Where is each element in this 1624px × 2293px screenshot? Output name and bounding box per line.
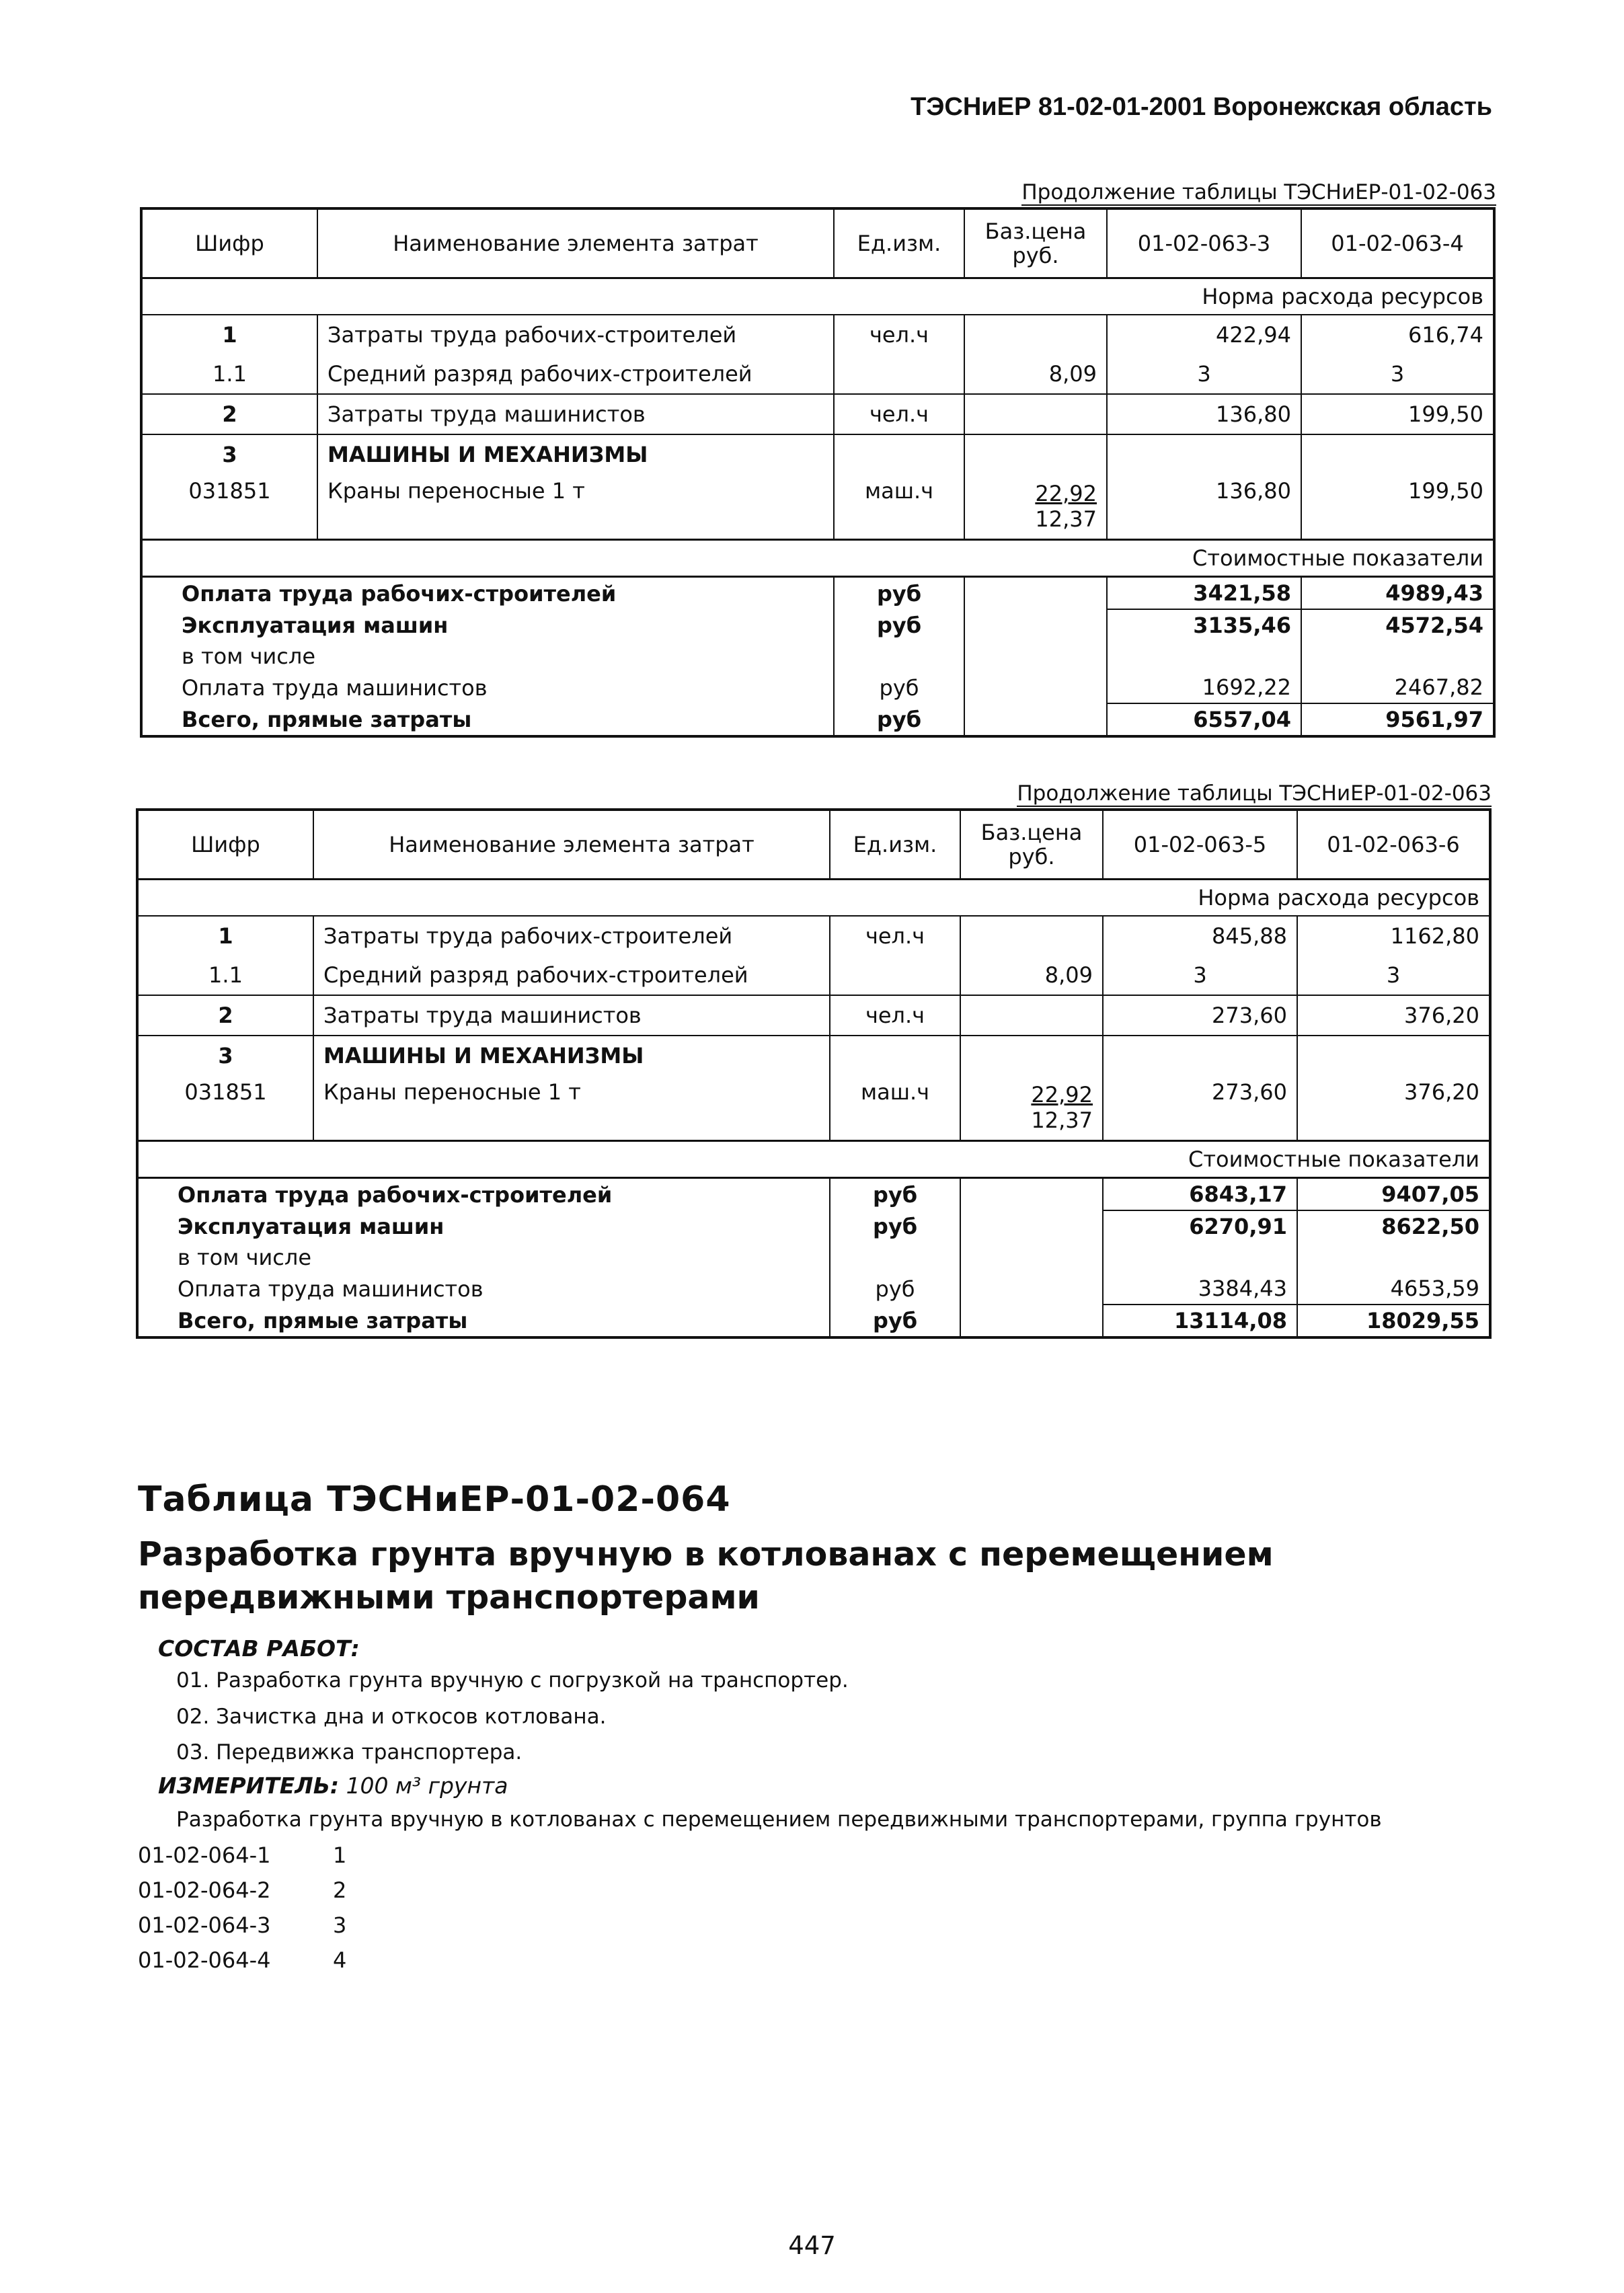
row-unit: маш.ч <box>830 1075 960 1141</box>
row-col-b: 3 <box>1301 354 1494 394</box>
cost-unit: руб <box>830 1210 960 1242</box>
table-row <box>141 474 1494 540</box>
row-price <box>964 474 1107 540</box>
cost-col-a: 13114,08 <box>1103 1305 1297 1337</box>
cost-unit: руб <box>830 1273 960 1305</box>
works-heading: СОСТАВ РАБОТ: <box>158 1635 360 1662</box>
cost-name: Всего, прямые затраты <box>182 706 472 732</box>
code-row <box>138 1877 346 1903</box>
measure-line <box>158 1773 508 1799</box>
norms-table <box>136 808 1492 1339</box>
row-price: 8,09 <box>960 956 1103 995</box>
table-row <box>137 1036 1490 1075</box>
cost-section-label: Стоимостные показатели <box>141 540 1494 577</box>
page-number: 447 <box>788 2231 836 2260</box>
row-code: 2 <box>141 394 317 434</box>
cost-name: Оплата труда машинистов <box>182 674 488 701</box>
row-name: Затраты труда рабочих-строителей <box>313 916 830 956</box>
cost-name: Оплата труда рабочих-строителей <box>137 1178 830 1211</box>
cost-row <box>141 577 1494 610</box>
header-base-price-line1: Баз.цена <box>980 820 1083 845</box>
cost-col-b: 9407,05 <box>1297 1178 1490 1211</box>
cost-name: Оплата труда рабочих-строителей <box>141 577 834 610</box>
row-col-b: 376,20 <box>1297 1075 1490 1141</box>
row-price <box>960 916 1103 956</box>
row-col-b: 199,50 <box>1301 394 1494 434</box>
row-col-b: 3 <box>1297 956 1490 995</box>
cost-col-a: 6557,04 <box>1107 703 1301 736</box>
cost-section-row <box>141 540 1494 577</box>
row-name: Затраты труда машинистов <box>317 394 834 434</box>
row-code: 1 <box>137 916 313 956</box>
cost-col-b: 18029,55 <box>1297 1305 1490 1337</box>
row-code: 031851 <box>184 1079 267 1105</box>
table-caption-text: Продолжение таблицы ТЭСНиЕР-01-02-063 <box>1021 180 1496 204</box>
cost-name: в том числе <box>182 644 315 669</box>
price-bottom: 12,37 <box>1031 1107 1093 1133</box>
work-item: 02. Зачистка дна и откосов котлована. <box>176 1705 607 1729</box>
cost-col-b: 4989,43 <box>1301 577 1494 610</box>
cost-col-a: 1692,22 <box>1107 672 1301 703</box>
row-col-a: 422,94 <box>1107 315 1301 354</box>
cost-name: Всего, прямые затраты <box>178 1307 468 1333</box>
row-unit <box>830 956 960 995</box>
cost-row <box>141 609 1494 641</box>
code-id: 01-02-064-2 <box>138 1877 271 1903</box>
table-row <box>137 1075 1490 1141</box>
row-unit: чел.ч <box>834 394 964 434</box>
table-caption-text: Продолжение таблицы ТЭСНиЕР-01-02-063 <box>1017 781 1492 806</box>
cost-col-a: 3384,43 <box>1103 1273 1297 1305</box>
price-top: 22,92 <box>1035 481 1097 506</box>
cost-unit: руб <box>834 672 964 703</box>
code-row <box>138 1947 346 1973</box>
row-price <box>960 995 1103 1036</box>
header-base-price-line2: руб. <box>1008 844 1055 869</box>
header-base-price-line2: руб. <box>1012 243 1059 268</box>
row-col-b: 376,20 <box>1297 995 1490 1036</box>
code-id: 01-02-064-4 <box>138 1947 271 1973</box>
cost-row <box>137 1178 1490 1211</box>
cost-row <box>137 1273 1490 1305</box>
cost-col-a: 6270,91 <box>1103 1210 1297 1242</box>
table-header-row <box>141 208 1494 278</box>
cost-row <box>137 1242 1490 1273</box>
table-row <box>141 434 1494 474</box>
row-col-b: 199,50 <box>1301 474 1494 540</box>
cost-col-a: 6843,17 <box>1103 1178 1297 1211</box>
cost-name: Эксплуатация машин <box>182 612 449 638</box>
cost-section-label: Стоимостные показатели <box>137 1141 1490 1178</box>
cost-name: в том числе <box>178 1245 311 1270</box>
row-code: 3 <box>141 434 317 474</box>
table-caption <box>1017 781 1492 807</box>
row-col-a: 3 <box>1103 956 1297 995</box>
row-col-a: 136,80 <box>1107 394 1301 434</box>
row-name: Краны переносные 1 т <box>313 1075 830 1141</box>
cost-unit: руб <box>830 1178 960 1211</box>
row-col-a: 273,60 <box>1103 1075 1297 1141</box>
table-row <box>137 916 1490 956</box>
header-base-price-line1: Баз.цена <box>984 219 1087 244</box>
norm-section-label: Норма расхода ресурсов <box>141 278 1494 315</box>
cost-unit: руб <box>834 577 964 610</box>
cost-unit: руб <box>834 609 964 641</box>
header-col-a: 01-02-063-3 <box>1107 208 1301 278</box>
header-base-price <box>960 810 1103 880</box>
cost-col-b: 2467,82 <box>1301 672 1494 703</box>
row-name: Затраты труда рабочих-строителей <box>317 315 834 354</box>
row-name: МАШИНЫ И МЕХАНИЗМЫ <box>313 1036 830 1075</box>
norm-section-label: Норма расхода ресурсов <box>137 880 1490 917</box>
table-row <box>137 995 1490 1036</box>
row-name: Средний разряд рабочих-строителей <box>313 956 830 995</box>
row-name: Затраты труда машинистов <box>313 995 830 1036</box>
code-row <box>138 1912 346 1938</box>
price-top: 22,92 <box>1031 1082 1093 1107</box>
cost-unit: руб <box>834 703 964 736</box>
page-header: ТЭСНиЕР 81-02-01-2001 Воронежская область <box>911 93 1492 121</box>
cost-col-a: 3135,46 <box>1107 609 1301 641</box>
row-price <box>964 394 1107 434</box>
row-code: 1 <box>141 315 317 354</box>
cost-unit: руб <box>830 1305 960 1337</box>
row-price: 8,09 <box>964 354 1107 394</box>
row-col-a: 273,60 <box>1103 995 1297 1036</box>
norm-section-row <box>137 880 1490 917</box>
code-value: 4 <box>333 1947 347 1973</box>
row-price <box>960 1075 1103 1141</box>
header-col-a: 01-02-063-5 <box>1103 810 1297 880</box>
row-unit <box>834 354 964 394</box>
table-row <box>137 956 1490 995</box>
row-name: Средний разряд рабочих-строителей <box>317 354 834 394</box>
header-code: Шифр <box>195 231 264 256</box>
cost-col-b: 4653,59 <box>1297 1273 1490 1305</box>
header-col-b: 01-02-063-6 <box>1297 810 1490 880</box>
row-unit: чел.ч <box>830 916 960 956</box>
work-item: 01. Разработка грунта вручную с погрузкой на транспортер. <box>176 1668 849 1693</box>
row-col-a: 845,88 <box>1103 916 1297 956</box>
cost-name: Оплата труда машинистов <box>178 1276 484 1302</box>
cost-row <box>137 1305 1490 1337</box>
section-title: Таблица ТЭСНиЕР-01-02-064 <box>138 1479 731 1520</box>
cost-section-row <box>137 1141 1490 1178</box>
row-col-b: 1162,80 <box>1297 916 1490 956</box>
table-caption <box>1021 180 1496 206</box>
row-code: 031851 <box>188 478 271 504</box>
norm-section-row <box>141 278 1494 315</box>
header-name: Наименование элемента затрат <box>313 810 830 880</box>
table-row <box>141 354 1494 394</box>
code-value: 3 <box>333 1912 347 1938</box>
header-code: Шифр <box>191 832 260 857</box>
row-unit: чел.ч <box>830 995 960 1036</box>
row-unit: маш.ч <box>834 474 964 540</box>
row-code: 2 <box>137 995 313 1036</box>
row-col-a: 136,80 <box>1107 474 1301 540</box>
price-bottom: 12,37 <box>1035 506 1097 532</box>
cost-col-b: 4572,54 <box>1301 609 1494 641</box>
row-price <box>964 315 1107 354</box>
cost-row <box>137 1210 1490 1242</box>
norms-table <box>140 207 1496 738</box>
cost-col-b: 8622,50 <box>1297 1210 1490 1242</box>
code-value: 1 <box>333 1842 347 1868</box>
row-col-b: 616,74 <box>1301 315 1494 354</box>
cost-row <box>141 672 1494 703</box>
row-code: 1.1 <box>212 361 247 387</box>
code-id: 01-02-064-1 <box>138 1842 271 1868</box>
table-header-row <box>137 810 1490 880</box>
cost-col-a: 3421,58 <box>1107 577 1301 610</box>
header-base-price <box>964 208 1107 278</box>
row-code: 1.1 <box>208 962 243 988</box>
measure-heading: ИЗМЕРИТЕЛЬ: <box>158 1773 340 1799</box>
row-unit: чел.ч <box>834 315 964 354</box>
row-col-a: 3 <box>1107 354 1301 394</box>
header-unit: Ед.изм. <box>830 810 960 880</box>
row-name: МАШИНЫ И МЕХАНИЗМЫ <box>317 434 834 474</box>
row-code: 3 <box>137 1036 313 1075</box>
cost-name: Эксплуатация машин <box>178 1213 444 1239</box>
header-unit: Ед.изм. <box>834 208 964 278</box>
code-row <box>138 1842 346 1868</box>
description: Разработка грунта вручную в котлованах с перемещением передвижными транспортерами, группа грунтов <box>176 1808 1382 1832</box>
measure-value: 100 м³ грунта <box>346 1773 508 1799</box>
table-row <box>141 315 1494 354</box>
cost-row <box>141 703 1494 736</box>
code-id: 01-02-064-3 <box>138 1912 271 1938</box>
work-item: 03. Передвижка транспортера. <box>176 1740 523 1764</box>
header-col-b: 01-02-063-4 <box>1301 208 1494 278</box>
cost-col-b: 9561,97 <box>1301 703 1494 736</box>
code-value: 2 <box>333 1877 347 1903</box>
header-name: Наименование элемента затрат <box>317 208 834 278</box>
table-row <box>141 394 1494 434</box>
row-name: Краны переносные 1 т <box>317 474 834 540</box>
section-subtitle: Разработка грунта вручную в котлованах с перемещением передвижными транспортерами <box>138 1535 1274 1617</box>
cost-row <box>141 641 1494 672</box>
